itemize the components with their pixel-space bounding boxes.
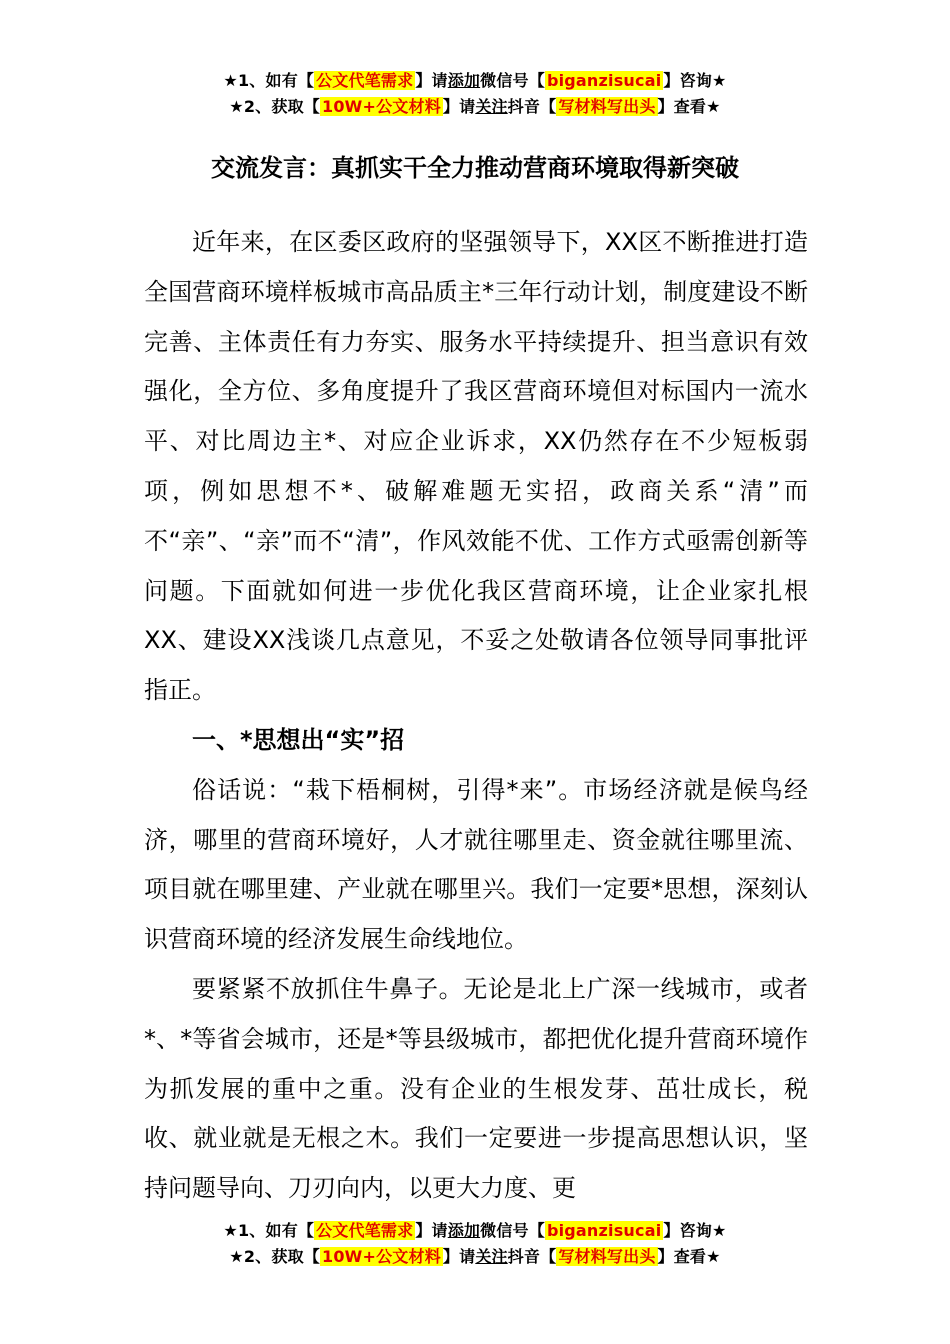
underlined-text: 添加 bbox=[447, 71, 481, 90]
highlight-badge: 10W+公文材料 bbox=[321, 97, 441, 116]
banner-text: 】请 bbox=[442, 97, 476, 116]
wechat-id-badge: biganzisucai bbox=[546, 1221, 662, 1240]
banner-line-1 bbox=[0, 68, 950, 94]
highlight-badge: 公文代笔需求 bbox=[316, 1221, 414, 1240]
body-paragraph: 俗话说：“栽下梧桐树，引得*来”。市场经济就是候鸟经济，哪里的营商环境好，人才就往哪里走、资金就往哪里流、项目就在哪里建、产业就在哪里兴。我们一定要*思想，深刻认识营商环境的经济发展生命线地位。 bbox=[144, 775, 808, 954]
highlight-badge: 公文代笔需求 bbox=[316, 71, 414, 90]
body-paragraph: 近年来，在区委区政府的坚强领导下，XX区不断推进打造全国营商环境样板城市高品质主*三年行动计划，制度建设不断完善、主体责任有力夯实、服务水平持续提升、担当意识有效强化，全方位、多角度提升了我区营商环境但对标国内一流水平、对比周边主*、对应企业诉求，XX仍然存在不少短板弱项，例如思想不*、破解难题无实招，政商关系“清”而不“亲”、“亲”而不“清”，作风效能不优、工作方式亟需创新等问题。下面就如何进一步优化我区营商环境，让企业家扎根XX、建设XX浅谈几点意见，不妥之处敬请各位领导同事批评指正。 bbox=[144, 228, 808, 705]
banner-line-2 bbox=[0, 94, 950, 120]
underlined-text: 关注 bbox=[475, 1247, 508, 1266]
banner-text: 】查看★ bbox=[657, 97, 721, 116]
banner-line-1 bbox=[0, 1218, 950, 1244]
banner-text: 微信号【 bbox=[480, 1221, 545, 1240]
highlight-badge: 10W+公文材料 bbox=[321, 1247, 441, 1266]
banner-text: 微信号【 bbox=[480, 71, 545, 90]
banner-text: 】请 bbox=[415, 1221, 448, 1240]
banner-text: ★2、获取【 bbox=[229, 97, 320, 116]
section-heading: 一、*思想出“实”招 bbox=[192, 725, 405, 754]
wechat-id-badge: biganzisucai bbox=[546, 71, 662, 90]
douyin-account-badge: 写材料写出头 bbox=[558, 97, 656, 116]
header-banner bbox=[0, 68, 950, 120]
banner-text: ★1、如有【 bbox=[223, 71, 315, 90]
body-paragraph: 要紧紧不放抓住牛鼻子。无论是北上广深一线城市，或者*、*等省会城市，还是*等县级城市，都把优化提升营商环境作为抓发展的重中之重。没有企业的生根发芽、茁壮成长，税收、就业就是无根之木。我们一定要进一步提高思想认识，坚持问题导向、刀刃向内，以更大力度、更 bbox=[144, 974, 808, 1203]
banner-text: 】咨询★ bbox=[663, 71, 727, 90]
banner-text: 】查看★ bbox=[657, 1247, 721, 1266]
document-body bbox=[144, 218, 808, 1214]
document-title: 交流发言：真抓实干全力推动营商环境取得新突破 bbox=[211, 154, 739, 182]
banner-text: ★2、获取【 bbox=[229, 1247, 320, 1266]
banner-text: 】请 bbox=[442, 1247, 476, 1266]
footer-banner bbox=[0, 1218, 950, 1270]
underlined-text: 添加 bbox=[447, 1221, 481, 1240]
banner-text: 抖音【 bbox=[507, 1247, 557, 1266]
banner-line-2 bbox=[0, 1244, 950, 1270]
underlined-text: 关注 bbox=[475, 97, 508, 116]
banner-text: 】请 bbox=[415, 71, 448, 90]
douyin-account-badge: 写材料写出头 bbox=[558, 1247, 656, 1266]
banner-text: ★1、如有【 bbox=[223, 1221, 315, 1240]
banner-text: 】咨询★ bbox=[663, 1221, 727, 1240]
banner-text: 抖音【 bbox=[507, 97, 557, 116]
